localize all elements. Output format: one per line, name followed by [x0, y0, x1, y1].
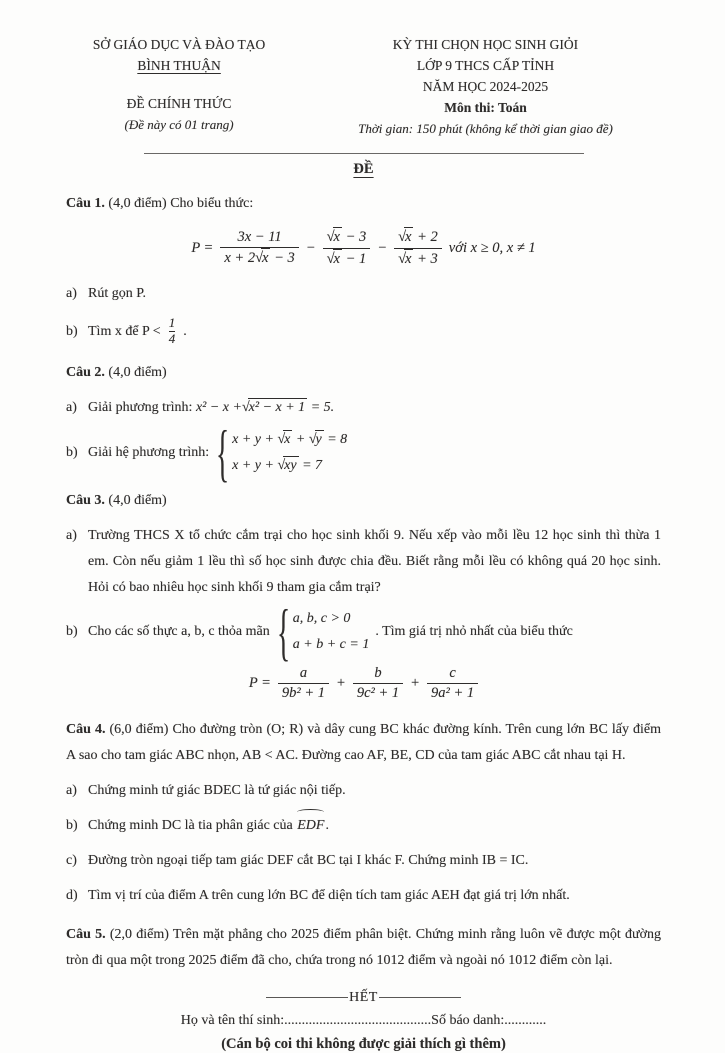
item-text: Chứng minh tứ giác BDEC là tứ giác nội tiếp. — [88, 782, 346, 798]
end-marker — [66, 990, 661, 1006]
question-3 — [66, 488, 661, 514]
formula-lhs: P = — [191, 239, 214, 256]
item-text: Giải hệ phương trình: — [88, 444, 210, 460]
minus-operator: − — [305, 239, 316, 256]
question-3b — [66, 610, 661, 653]
question-4-label: Câu 4. — [66, 721, 106, 737]
question-4a — [66, 778, 661, 804]
sqrt: √ x² − x + 1 — [242, 395, 307, 421]
school-year: NĂM HỌC 2024-2025 — [422, 79, 549, 94]
item-marker: a) — [66, 528, 77, 544]
item-text: Giải phương trình: — [88, 400, 193, 415]
question-4d — [66, 883, 661, 909]
header-divider — [144, 153, 584, 154]
question-1 — [66, 191, 661, 217]
issuer-province: BÌNH THUẬN — [137, 58, 221, 73]
question-2 — [66, 360, 661, 386]
fraction: $\frac{c}{\text{9a² + 1}}$ — [427, 664, 478, 704]
item-marker: b) — [66, 624, 78, 640]
question-2-intro: (4,0 điểm) — [108, 365, 167, 380]
proctor-note: (Cán bộ coi thi không được giải thích gì thêm) — [221, 1035, 506, 1052]
question-1-intro: (4,0 điểm) Cho biểu thức: — [108, 196, 254, 211]
candidate-name-dots: .......................................... — [284, 1012, 432, 1028]
question-2a — [66, 395, 661, 421]
question-5-label: Câu 5. — [66, 926, 106, 942]
exam-header — [66, 34, 661, 139]
plus-operator: + — [410, 675, 420, 692]
sqrt: √ x — [277, 430, 292, 449]
fraction: √ x + 2 √ x + 3 — [394, 227, 442, 269]
question-1a — [66, 281, 661, 307]
candidate-name-label: Họ và tên thí sinh: — [180, 1012, 285, 1028]
header-right-block — [310, 34, 661, 139]
end-marker-line — [266, 997, 348, 998]
candidate-number-dots: ............ — [504, 1012, 547, 1028]
angle-arc-notation: EDF — [296, 813, 325, 839]
sqrt: √ y — [309, 430, 324, 449]
item-marker: b) — [66, 323, 78, 339]
item-text: Cho các số thực a, b, c thỏa mãn — [88, 624, 270, 640]
candidate-number-label: Số báo danh: — [431, 1012, 505, 1028]
end-marker-text: HẾT — [349, 989, 378, 1005]
duration-line: Thời gian: 150 phút (không kể thời gian giao đề) — [358, 121, 613, 136]
plus-operator: + — [336, 675, 346, 692]
fraction: $\frac{b}{\text{9c² + 1}}$ — [353, 664, 403, 704]
item-text: Chứng minh DC là tia phân giác của — [88, 817, 293, 833]
subject-line: Môn thi: Toán — [444, 100, 527, 115]
sqrt: √ x — [398, 249, 413, 270]
minus-operator: − — [377, 239, 388, 256]
sqrt: √ x — [398, 227, 413, 248]
question-4c — [66, 848, 661, 874]
question-1-label: Câu 1. — [66, 196, 105, 211]
item-text: Rút gọn P. — [88, 286, 146, 302]
page-count-note: (Đề này có 01 trang) — [124, 117, 234, 132]
question-4b — [66, 813, 661, 839]
question-4 — [66, 717, 661, 769]
sqrt: √ x — [255, 248, 270, 269]
question-5-intro: (2,0 điểm) Trên mặt phẳng cho 2025 điểm phân biệt. Chứng minh rằng luôn vẽ được một đường tròn đi qua một trong 2025 điểm đã cho, chứa trong nó 1012 điểm và ngoài nó 1012 điểm còn lại. — [66, 926, 661, 968]
contest-grade: LỚP 9 THCS CẤP TỈNH — [416, 58, 555, 73]
question-4-intro: (6,0 điểm) Cho đường tròn (O; R) và dây cung BC khác đường kính. Trên cung lớn BC lấy điểm A sao cho tam giác ABC nhọn, AB < AC. Đường cao AF, BE, CD của tam giác ABC cắt nhau tại H. — [66, 721, 661, 763]
candidate-info-line — [66, 1013, 661, 1029]
header-spacer — [66, 76, 292, 93]
item-marker: a) — [66, 286, 77, 302]
fraction: $\frac{1}{4}$ — [168, 315, 176, 347]
item-marker: c) — [66, 852, 77, 868]
question-3-intro: (4,0 điểm) — [108, 493, 167, 509]
item-text: Tìm x để P < — [88, 323, 161, 339]
item-text: . Tìm giá trị nhỏ nhất của biểu thức — [375, 624, 573, 640]
contest-name: KỲ THI CHỌN HỌC SINH GIỎI — [392, 37, 579, 52]
end-marker-line — [379, 997, 461, 998]
question-2-label: Câu 2. — [66, 365, 105, 380]
question-3-formula — [66, 664, 661, 704]
paper-title: ĐỀ — [353, 161, 374, 177]
item-text: Đường tròn ngoại tiếp tam giác DEF cắt BC tại I khác F. Chứng minh IB = IC. — [88, 852, 529, 868]
sqrt: √ xy — [277, 456, 298, 475]
formula-lhs: P = — [248, 675, 271, 692]
item-marker: d) — [66, 887, 78, 903]
question-3-label: Câu 3. — [66, 493, 105, 509]
formula-condition: với x ≥ 0, x ≠ 1 — [448, 239, 536, 256]
item-text: Trường THCS X tổ chức cắm trại cho học sinh khối 9. Nếu xếp vào mỗi lều 12 học sinh thì thừa 1 em. Còn nếu giảm 1 lều thì số học sinh được chia đều. Biết rằng mỗi lều có không quá 20 học sinh. Hỏi có bao nhiêu học sinh khối 9 tham gia cắm trại? — [88, 528, 661, 596]
item-marker: b) — [66, 817, 78, 833]
item-marker: a) — [66, 400, 77, 415]
condition-system: { a, b, c > 0 a + b + c = 1 — [280, 610, 370, 653]
question-1b — [66, 316, 661, 347]
question-3a — [66, 523, 661, 601]
item-text: . — [183, 323, 187, 339]
header-left-block — [66, 34, 292, 139]
fraction: $\frac{3x - 11}{x + 2 √ x - 3}$ — [220, 228, 298, 269]
question-2b — [66, 430, 661, 475]
item-marker: b) — [66, 444, 78, 460]
question-5 — [66, 922, 661, 974]
question-1-formula — [66, 227, 661, 269]
issuer-dept: SỞ GIÁO DỤC VÀ ĐÀO TẠO — [92, 37, 266, 52]
item-text: . — [325, 817, 329, 833]
equation-system: { x + y + √ x + √ y = 8 x + y + √ xy = 7 — [219, 430, 347, 475]
math-run: = 5. — [307, 400, 335, 415]
exam-type: ĐỀ CHÍNH THỨC — [126, 96, 232, 111]
item-text: Tìm vị trí của điểm A trên cung lớn BC để diện tích tam giác AEH đạt giá trị lớn nhất. — [88, 887, 570, 903]
sqrt: √ x — [327, 227, 342, 248]
fraction: √ x − 3 √ x − 1 — [323, 227, 371, 269]
item-marker: a) — [66, 782, 77, 798]
math-run: x² − x + — [195, 400, 242, 415]
fraction: $\frac{a}{\text{9b² + 1}}$ — [278, 664, 329, 704]
sqrt: √ x — [327, 249, 342, 270]
